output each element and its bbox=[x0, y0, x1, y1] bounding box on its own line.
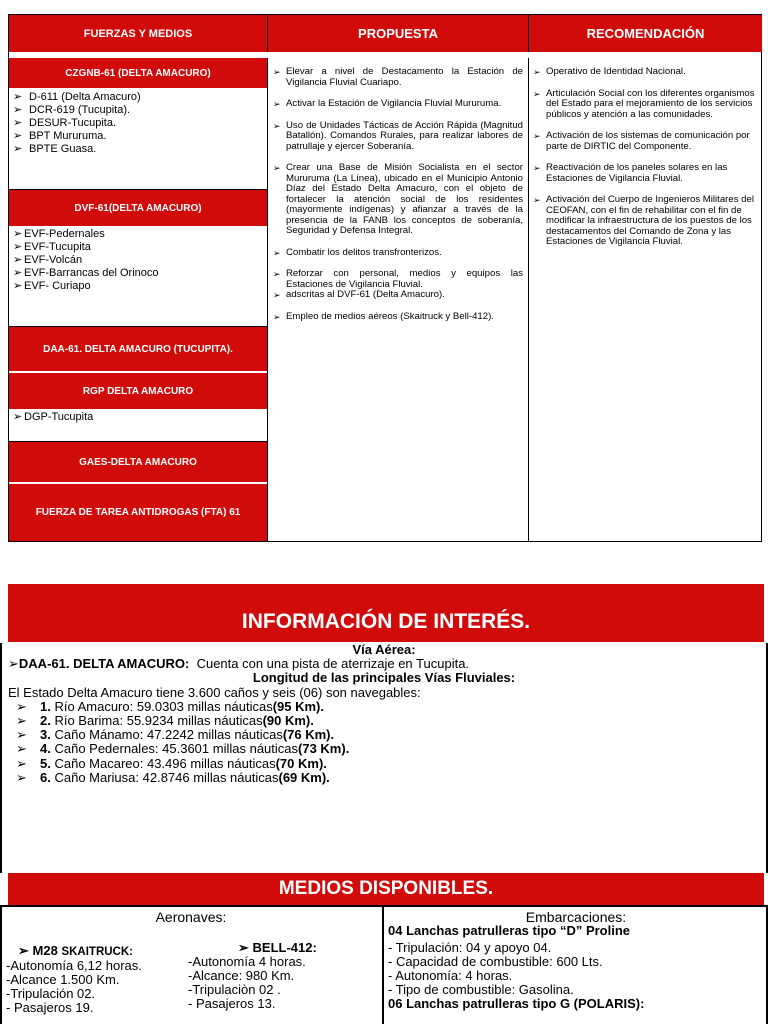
rgp-list bbox=[13, 411, 263, 424]
fta-title: FUERZA DE TAREA ANTIDROGAS (FTA) 61 bbox=[9, 484, 267, 541]
river-item: ➢ 6. Caño Mariusa: 42.8746 millas náuticas (69 Km). bbox=[8, 771, 760, 785]
m28-item: -Alcance 1.500 Km. bbox=[6, 972, 120, 987]
dvf-list bbox=[13, 228, 263, 293]
m28-heading: ➢ M28 SKAITRUCK: bbox=[18, 943, 134, 958]
lancha-item: - Capacidad de combustible: 600 Lts. bbox=[388, 954, 603, 969]
medios-title: MEDIOS DISPONIBLES. bbox=[8, 873, 764, 905]
col-divider bbox=[528, 15, 529, 541]
arrow-bullet-icon: ➢ bbox=[16, 727, 27, 743]
bell-heading: ➢ BELL-412: bbox=[238, 940, 317, 955]
river-item: ➢ 3. Caño Mánamo: 47.2242 millas náuticas (76 Km). bbox=[8, 728, 760, 742]
list-item: ➢ EVF-Volcán bbox=[13, 254, 83, 266]
lanchas-d-heading: 04 Lanchas patrulleras tipo “D” Proline bbox=[388, 923, 631, 938]
embarcaciones-block bbox=[388, 910, 764, 1011]
bell-item: - Pasajeros 13. bbox=[188, 996, 276, 1011]
river-item: ➢ 5. Caño Macareo: 43.496 millas náuticas (70 Km). bbox=[8, 757, 760, 771]
arrow-bullet-icon: ➢ bbox=[16, 769, 27, 785]
arrow-bullet-icon: ➢ bbox=[13, 267, 23, 279]
arrow-bullet-icon: ➢ bbox=[273, 290, 281, 300]
arrow-bullet-icon: ➢ bbox=[273, 67, 281, 77]
river-item: ➢ 2. Río Barima: 55.9234 millas náuticas (90 Km). bbox=[8, 714, 760, 728]
bell-block bbox=[188, 941, 378, 1011]
arrow-bullet-icon: ➢ bbox=[13, 104, 23, 116]
arrow-bullet-icon: ➢ bbox=[533, 163, 541, 173]
intro-text: El Estado Delta Amacuro tiene 3.600 caños y seis (06) son navegables: bbox=[8, 684, 421, 700]
arrow-bullet-icon: ➢ bbox=[13, 254, 23, 266]
river-item: ➢ 1. Río Amacuro: 59.0303 millas náuticas (95 Km). bbox=[8, 700, 760, 714]
recomendacion-list bbox=[533, 67, 757, 259]
list-item: ➢ BPT Mururuma. bbox=[13, 130, 107, 142]
arrow-bullet-icon: ➢ bbox=[13, 130, 23, 142]
bell-item: -Alcance: 980 Km. bbox=[188, 968, 295, 983]
arrow-bullet-icon: ➢ bbox=[16, 741, 27, 757]
col-divider bbox=[267, 15, 268, 541]
dvf-title: DVF-61(DELTA AMACURO) bbox=[9, 190, 267, 226]
list-item: ➢ adscritas al DVF-61 (Delta Amacuro). bbox=[273, 289, 445, 300]
arrow-bullet-icon: ➢ bbox=[273, 311, 281, 322]
longitud-heading: Longitud de las principales Vías Fluviales: bbox=[252, 670, 516, 686]
list-item: ➢ Crear una Base de Misión Socialista en el sector Mururuma (La Línea), ubicado en el Municipio Antonio Díaz del Estado Delta Amacuro, con el objeto de fortalecer la atención social de los residentes (mayormente indígenas) y afianzar a través de la presencia de la FANB los conceptos de soberanía, Seguridad y Defensa Integral. bbox=[273, 162, 523, 236]
lancha-item: - Tripulación: 04 y apoyo 04. bbox=[388, 940, 552, 955]
arrow-bullet-icon: ➢ bbox=[273, 269, 281, 279]
arrow-bullet-icon: ➢ bbox=[273, 120, 281, 131]
arrow-bullet-icon: ➢ bbox=[13, 91, 23, 103]
via-aerea-heading: Vía Aérea: bbox=[352, 642, 416, 657]
list-item: ➢ DGP-Tucupita bbox=[13, 411, 94, 423]
list-item: ➢ Activación de los sistemas de comunicación por parte de DIRTIC del Componente. bbox=[533, 130, 750, 152]
list-item: ➢ Elevar a nivel de Destacamento la Estación de Vigilancia Fluvial Cuariapo. bbox=[273, 66, 523, 88]
list-item: ➢ EVF-Pedernales bbox=[13, 228, 105, 240]
list-item: ➢ Uso de Unidades Tácticas de Acción Rápida (Magnitud Batallón). Comandos Rurales, para realizar labores de patrullaje y ejercer Soberanía. bbox=[273, 119, 523, 152]
list-item: ➢ Combatir los delitos transfronterizos. bbox=[273, 246, 442, 258]
list-item: ➢ Activación del Cuerpo de Ingenieros Militares del CEOFAN, con el fin de rehabilitar con el fin de modificar la infraestructura de los puestos de los destacamentos del Comando de Zona y las Estaciones de Vigilancia Fluvial. bbox=[533, 194, 754, 247]
m28-item: - Pasajeros 19. bbox=[6, 1000, 94, 1015]
list-item: ➢ EVF-Tucupita bbox=[13, 241, 91, 253]
m28-block bbox=[6, 944, 192, 1015]
arrow-bullet-icon: ➢ bbox=[13, 117, 23, 129]
arrow-bullet-icon: ➢ bbox=[13, 411, 23, 423]
bell-item: -Autonomía 4 horas. bbox=[188, 954, 306, 969]
list-item: ➢ Empleo de medios aéreos (Skaitruck y Bell-412). bbox=[273, 310, 494, 322]
arrow-bullet-icon: ➢ bbox=[533, 88, 541, 99]
m28-item: -Tripulación 02. bbox=[6, 986, 96, 1001]
arrow-bullet-icon: ➢ bbox=[13, 143, 23, 155]
arrow-bullet-icon: ➢ bbox=[18, 943, 29, 958]
daa-title: DAA-61. DELTA AMACURO (TUCUPITA). bbox=[9, 327, 267, 371]
arrow-bullet-icon: ➢ bbox=[13, 280, 23, 292]
list-item: ➢ Operativo de Identidad Nacional. bbox=[533, 66, 686, 77]
aeronaves-heading: Aeronaves: bbox=[155, 909, 227, 925]
list-item: ➢ Activar la Estación de Vigilancia Fluvial Mururuma. bbox=[273, 98, 502, 109]
info-body bbox=[0, 643, 768, 873]
list-item: ➢ BPTE Guasa. bbox=[13, 143, 97, 155]
embarcaciones-heading: Embarcaciones: bbox=[525, 909, 627, 925]
arrow-bullet-icon: ➢ bbox=[533, 67, 541, 77]
arrow-bullet-icon: ➢ bbox=[273, 247, 281, 258]
lancha-item: - Tipo de combustible: Gasolina. bbox=[388, 982, 574, 997]
arrow-bullet-icon: ➢ bbox=[16, 755, 27, 771]
arrow-bullet-icon: ➢ bbox=[533, 131, 541, 141]
list-item: ➢ Reforzar con personal, medios y equipos las Estaciones de Vigilancia Fluvial. bbox=[273, 268, 523, 290]
m28-item: -Autonomía 6,12 horas. bbox=[6, 958, 142, 973]
rgp-title: RGP DELTA AMACURO bbox=[9, 373, 267, 409]
czgnb-title: CZGNB-61 (DELTA AMACURO) bbox=[9, 58, 267, 88]
arrow-bullet-icon: ➢ bbox=[273, 163, 281, 173]
propuesta-list bbox=[273, 67, 523, 333]
list-item: ➢ DCR-619 (Tucupita). bbox=[13, 104, 131, 116]
list-item: ➢ Reactivación de los paneles solares en las Estaciones de Vigilancia Fluvial. bbox=[533, 162, 728, 184]
info-title: INFORMACIÓN DE INTERÉS. bbox=[8, 584, 764, 642]
list-item: ➢ D-611 (Delta Amacuro) bbox=[13, 91, 141, 103]
lanchas-g-heading: 06 Lanchas patrulleras tipo G (POLARIS): bbox=[388, 996, 645, 1011]
arrow-bullet-icon: ➢ bbox=[533, 195, 541, 205]
list-item: ➢ EVF-Barrancas del Orinoco bbox=[13, 267, 159, 279]
medios-divider bbox=[382, 907, 384, 1024]
top-table bbox=[8, 14, 762, 542]
list-item: ➢ EVF- Curiapo bbox=[13, 280, 91, 292]
header-fuerzas: FUERZAS Y MEDIOS bbox=[9, 15, 267, 52]
arrow-bullet-icon: ➢ bbox=[16, 713, 27, 729]
header-propuesta: PROPUESTA bbox=[268, 15, 528, 52]
bell-item: -Tripulaciòn 02 . bbox=[188, 982, 281, 997]
arrow-bullet-icon: ➢ bbox=[238, 940, 249, 955]
gaes-title: GAES-DELTA AMACURO bbox=[9, 442, 267, 482]
list-item: ➢ DESUR-Tucupita. bbox=[13, 117, 117, 129]
lancha-item: - Autonomía: 4 horas. bbox=[388, 968, 513, 983]
daa-line: ➢ DAA-61. DELTA AMACURO: Cuenta con una pista de aterrizaje en Tucupita. bbox=[8, 656, 470, 672]
header-recomendacion: RECOMENDACIÓN bbox=[529, 15, 762, 52]
arrow-bullet-icon: ➢ bbox=[8, 656, 19, 672]
arrow-bullet-icon: ➢ bbox=[16, 698, 27, 714]
river-item: ➢ 4. Caño Pedernales: 45.3601 millas náuticas (73 Km). bbox=[8, 742, 760, 756]
czgnb-list bbox=[13, 91, 263, 156]
arrow-bullet-icon: ➢ bbox=[13, 228, 23, 240]
list-item: ➢ Articulación Social con los diferentes organismos del Estado para el mejoramiento de los servicios públicos y atención a las comunidades. bbox=[533, 87, 755, 120]
arrow-bullet-icon: ➢ bbox=[273, 99, 281, 109]
arrow-bullet-icon: ➢ bbox=[13, 241, 23, 253]
